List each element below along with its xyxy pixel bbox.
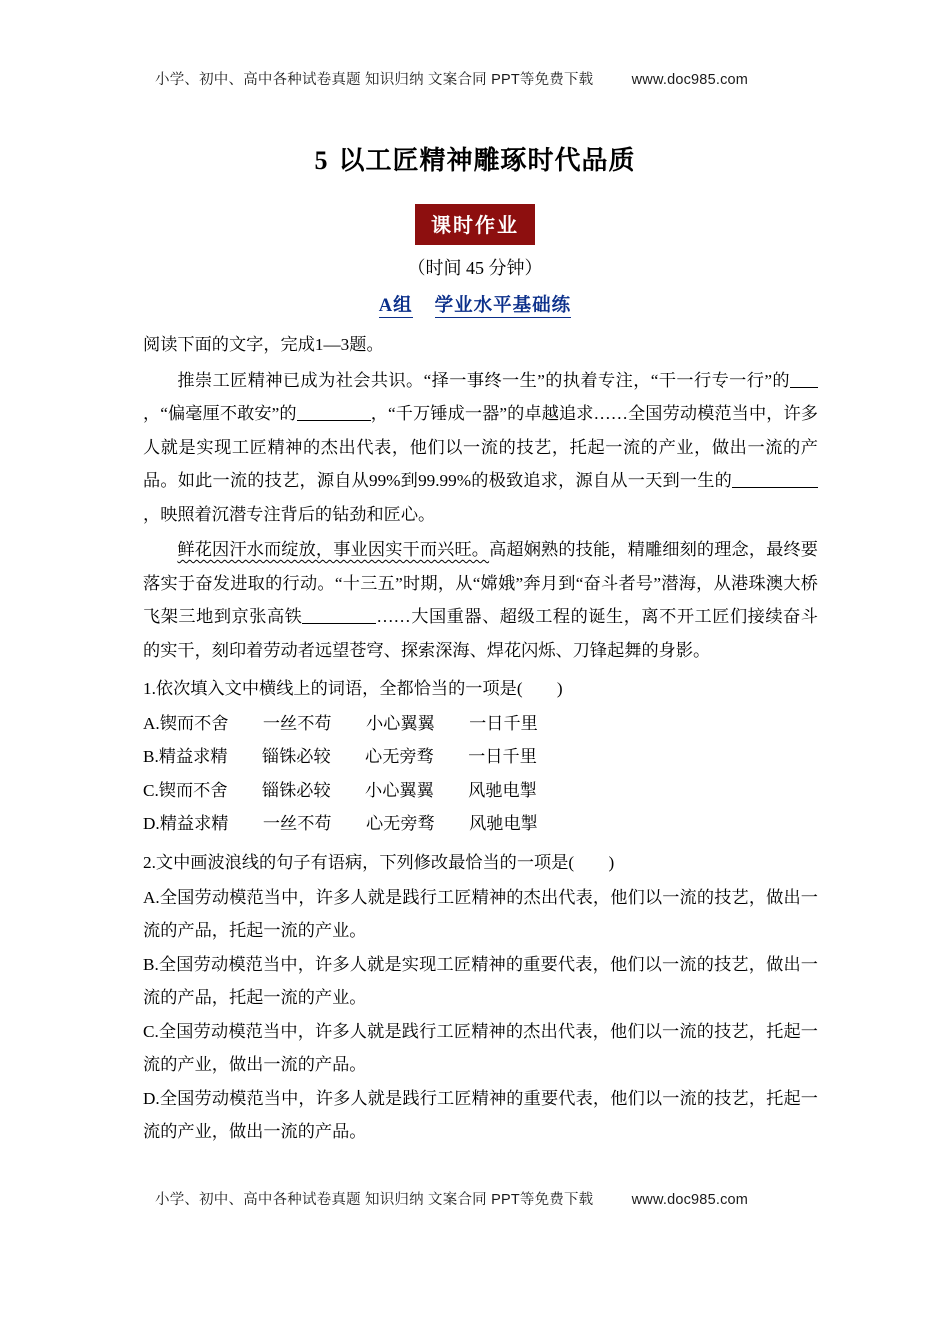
page-title [0, 140, 950, 177]
question-2-option-d[interactable]: D.全国劳动模范当中，许多人就是践行工匠精神的重要代表，他们以一流的技艺，托起一流的产业，做出一流的产品。 [143, 1088, 818, 1142]
watermark-top [155, 68, 748, 89]
watermark-text: 小学、初中、高中各种试卷真题 知识归纳 文案合同 PPT等免费下载 [155, 1192, 594, 1208]
question-2-option-b[interactable]: B.全国劳动模范当中，许多人就是实现工匠精神的重要代表，他们以一流的技艺，做出一流的产品，托起一流的产业。 [143, 954, 818, 1008]
watermark-url: www.doc985.com [631, 72, 749, 88]
exercise-content [143, 328, 818, 1149]
fill-blank-4 [302, 623, 376, 624]
question-1-option-c[interactable]: C.锲而不舍 锱铢必较 小心翼翼 风驰电掣 [143, 780, 537, 800]
watermark-url: www.doc985.com [631, 1192, 749, 1208]
title-text: 以工匠精神雕琢时代品质 [338, 146, 636, 175]
passage-paragraph-1 [143, 364, 818, 532]
title-number: 5 [314, 146, 329, 175]
passage-p1-a: 推崇工匠精神已成为社会共识。“择一事终一生”的执着专注，“干一行专一行”的 [177, 370, 790, 390]
passage-paragraph-2 [143, 533, 818, 667]
group-heading [0, 291, 950, 317]
group-tag: A组 [378, 296, 413, 316]
question-1-stem: 1.依次填入文中横线上的词语，全都恰当的一项是( ) [143, 679, 563, 699]
passage-p1-b: ，“偏毫厘不敢安”的 [143, 404, 297, 424]
fill-blank-1 [790, 387, 818, 388]
fill-blank-2 [297, 420, 371, 421]
watermark-bottom [155, 1188, 748, 1209]
question-2-option-a[interactable]: A.全国劳动模范当中，许多人就是践行工匠精神的杰出代表，他们以一流的技艺，做出一流的产品，托起一流的产业。 [143, 887, 818, 941]
question-1-option-b[interactable]: B.精益求精 锱铢必较 心无旁骛 一日千里 [143, 747, 537, 767]
passage-wavy-sentence: 鲜花因汗水而绽放，事业因实干而兴旺。 [177, 540, 490, 560]
passage-p1-c: ，“千万锤成一器”的卓越追求……全国劳动模范当中，许多人就是实现工匠精神的杰出代表，他们以一流的技艺，托起一流的产业，做出一流的产品。如此一流的技艺，源自从99%到99.99%的极致追求，源自从一天到一生的 [143, 404, 818, 491]
section-banner: 课时作业 [415, 204, 535, 245]
question-1-option-d[interactable]: D.精益求精 一丝不苟 心无旁骛 风驰电掣 [143, 814, 538, 834]
fill-blank-3 [732, 487, 818, 488]
watermark-text: 小学、初中、高中各种试卷真题 知识归纳 文案合同 PPT等免费下载 [155, 72, 594, 88]
time-note: （时间 45 分钟） [407, 258, 543, 278]
question-2-stem: 2.文中画波浪线的句子有语病，下列修改最恰当的一项是( ) [143, 852, 615, 872]
passage-p2-b: ……大国重器、超级工程的诞生，离不开工匠们接续奋斗的实干，刻印着劳动者远望苍穹、探索深海、焊花闪烁、刀锋起舞的身影。 [143, 607, 818, 660]
passage-p2-a: 高超娴熟的技能，精雕细刻的理念，最终要落实于奋发进取的行动。“十三五”时期，从“嫦娥”奔月到“奋斗者号”潜海，从港珠澳大桥飞架三地到京张高铁 [143, 540, 818, 627]
question-1-option-a[interactable]: A.锲而不舍 一丝不苟 小心翼翼 一日千里 [143, 713, 538, 733]
group-label: 学业水平基础练 [434, 296, 572, 316]
question-2-option-c[interactable]: C.全国劳动模范当中，许多人就是践行工匠精神的杰出代表，他们以一流的技艺，托起一流的产业，做出一流的产品。 [143, 1021, 818, 1075]
lead-instruction: 阅读下面的文字，完成1—3题。 [143, 335, 384, 354]
passage-p1-d: ，映照着沉潜专注背后的钻劲和匠心。 [143, 504, 436, 524]
